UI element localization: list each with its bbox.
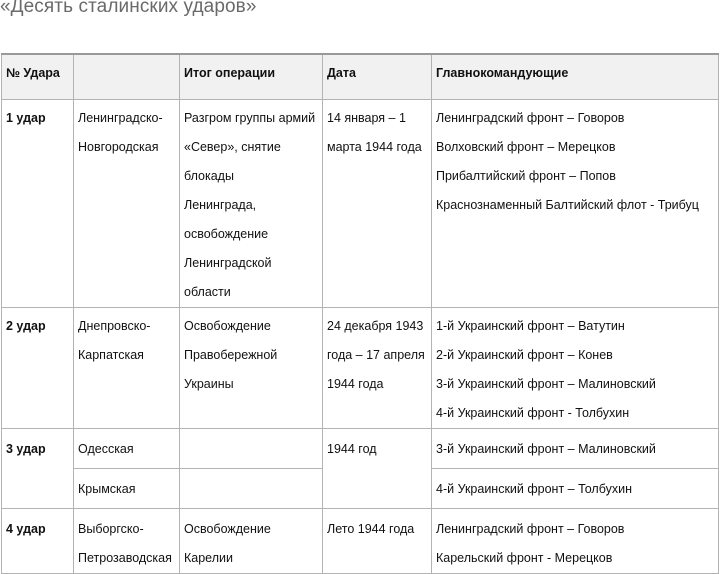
operation-cell [74, 429, 180, 469]
result-line: Освобождение Карелии [184, 522, 271, 565]
commanders-cell [432, 509, 719, 574]
operation-line: Петрозаводская [78, 551, 172, 565]
header-date: Дата [323, 54, 432, 100]
commander-line: 3-й Украинский фронт – Малиновский [436, 442, 656, 456]
strike-number-cell: 1 удар [2, 100, 74, 308]
commander-line: Волховский фронт – Мерецков [436, 140, 616, 154]
result-line: Правобережной Украины [184, 348, 278, 391]
commander-line: Ленинградский фронт – Говоров [436, 522, 625, 536]
operation-line: Днепровско- [78, 319, 151, 333]
commander-line: Краснознаменный Балтийский флот - Трибуц [436, 198, 699, 212]
operation-line: Выборгско- [78, 522, 144, 536]
result-line: Разгром группы армий [184, 111, 316, 125]
date-line: 24 декабря 1943 [327, 319, 424, 333]
commander-line: Карельский фронт - Мерецков [436, 551, 613, 565]
date-cell [323, 100, 432, 308]
commanders-cell [432, 429, 719, 469]
commanders-cell [432, 308, 719, 429]
result-line: Освобождение [184, 319, 271, 333]
table-row [2, 100, 719, 308]
commanders-cell [432, 100, 719, 308]
date-line: года – 17 апреля [327, 348, 425, 362]
commander-line: 3-й Украинский фронт – Малиновский [436, 377, 656, 391]
operation-line: Ленинградско- [78, 111, 163, 125]
commander-line: 4-й Украинский фронт - Толбухин [436, 406, 630, 420]
operation-cell [74, 469, 180, 509]
header-result: Итог операции [180, 54, 323, 100]
date-line: 14 января – 1 [327, 111, 406, 125]
date-line: Лето 1944 года [327, 522, 415, 536]
strike-number-cell: 2 удар [2, 308, 74, 429]
date-cell [323, 509, 432, 574]
operation-line: Новгородская [78, 140, 159, 154]
commander-line: 2-й Украинский фронт – Конев [436, 348, 613, 362]
page-title: «Десять сталинских ударов» [0, 0, 257, 17]
result-line: освобождение [184, 227, 269, 241]
header-commanders: Главнокомандующие [432, 54, 719, 100]
result-line: Ленинградской области [184, 256, 272, 299]
result-cell [180, 509, 323, 574]
table-row [2, 429, 719, 469]
strikes-table [1, 53, 719, 574]
operation-line: Одесская [78, 442, 134, 456]
result-cell [180, 469, 323, 509]
date-cell [323, 308, 432, 429]
date-cell [323, 429, 432, 509]
header-operation [74, 54, 180, 100]
result-cell [180, 100, 323, 308]
result-line: Ленинграда, [184, 198, 257, 212]
date-line: 1944 года [327, 377, 384, 391]
operation-line: Карпатская [78, 348, 144, 362]
operation-cell [74, 308, 180, 429]
table-header-row [2, 54, 719, 100]
table-row [2, 308, 719, 429]
operation-cell [74, 100, 180, 308]
strike-number-cell: 3 удар [2, 429, 74, 509]
date-line: марта 1944 года [327, 140, 422, 154]
commander-line: 1-й Украинский фронт – Ватутин [436, 319, 625, 333]
header-strike-number: № Удара [2, 54, 74, 100]
result-cell [180, 308, 323, 429]
date-line: 1944 год [327, 442, 377, 456]
table-row [2, 509, 719, 574]
operation-cell [74, 509, 180, 574]
commander-line: 4-й Украинский фронт – Толбухин [436, 482, 632, 496]
operation-line: Крымская [78, 482, 136, 496]
strike-number-cell: 4 удар [2, 509, 74, 574]
commander-line: Прибалтийский фронт – Попов [436, 169, 616, 183]
result-line: «Север», снятие блокады [184, 140, 281, 183]
result-cell [180, 429, 323, 469]
commander-line: Ленинградский фронт – Говоров [436, 111, 625, 125]
commanders-cell [432, 469, 719, 509]
